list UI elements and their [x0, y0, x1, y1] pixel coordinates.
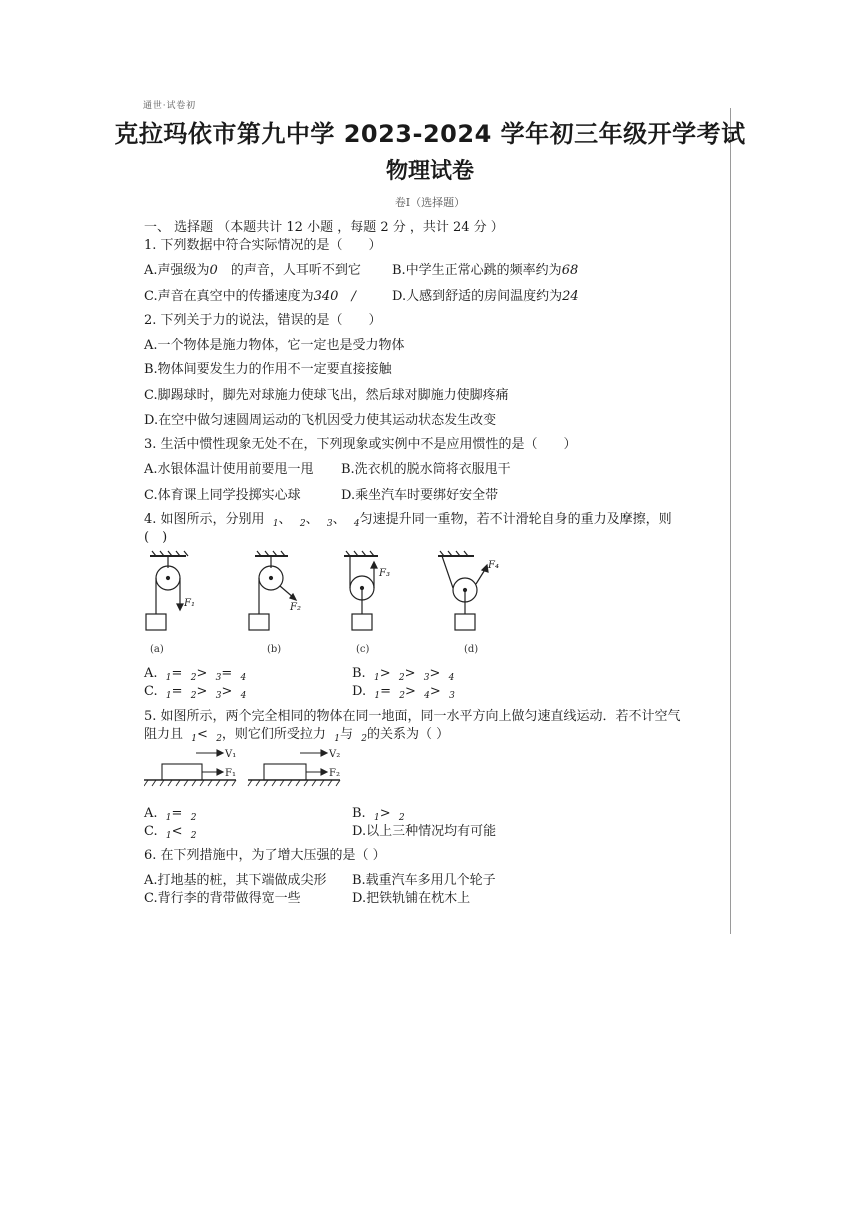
pulley-b-diagram: [249, 551, 296, 630]
force-label-1: F₁: [225, 768, 236, 779]
velocity-label-2: V₂: [329, 749, 341, 760]
top-mark: 通 世 · 试 卷 初: [143, 101, 195, 111]
q3-option-a: A.水银体温计使用前要甩一甩: [144, 462, 314, 477]
q4-option-c: C. $_1$= $_2$> $_3$> $_4$: [144, 684, 247, 701]
q2-option-b: B.物体间要发生力的作用不一定要直接接触: [144, 362, 392, 377]
force-label-2: F₂: [329, 768, 340, 779]
pulley-a-diagram: [146, 551, 188, 630]
q4-option-a: A. $_1$= $_2$> $_3$= $_4$: [144, 666, 247, 683]
q5-option-c: C. $_1$< $_2$: [144, 824, 197, 841]
q1-option-d: D.人感到舒适的房间温度约为24: [392, 289, 579, 304]
q6-option-c: C.背行李的背带做得宽一些: [144, 891, 301, 906]
q2-stem: 2. 下列关于力的说法，错误的是（ ）: [144, 313, 382, 328]
force-label-a: F₁: [184, 598, 195, 609]
caption-c: (c): [356, 644, 370, 655]
q3-option-b: B.洗衣机的脱水筒将衣服甩干: [341, 462, 511, 477]
velocity-label-1: V₁: [225, 749, 237, 760]
q2-option-a: A.一个物体是施力物体，它一定也是受力物体: [144, 338, 405, 353]
q6-option-a: A.打地基的桩，其下端做成尖形: [144, 873, 327, 888]
q1-stem: 1. 下列数据中符合实际情况的是（ ）: [144, 238, 382, 253]
q4-option-d: D. $_1$= $_2$> $_4$> $_3$: [352, 684, 455, 701]
q6-option-b: B.载重汽车多用几个轮子: [352, 873, 496, 888]
q5-option-a: A. $_1$= $_2$: [144, 806, 197, 823]
q2-option-d: D.在空中做匀速圆周运动的飞机因受力使其运动状态发生改变: [144, 413, 497, 428]
caption-d: (d): [464, 644, 479, 655]
q1-option-b: B.中学生正常心跳的频率约为68: [392, 263, 579, 278]
caption-a: (a): [150, 644, 164, 655]
force-label-b: F₂: [290, 602, 301, 613]
q5-option-b: B. $_1$> $_2$: [352, 806, 405, 823]
q5-stem-line1: 5. 如图所示，两个完全相同的物体在同一地面，同一水平方向上做匀速直线运动．若不计空气: [144, 709, 681, 724]
q3-option-c: C.体育课上同学投掷实心球: [144, 488, 301, 503]
q1-option-a: A.声强级为0 的声音，人耳听不到它: [144, 263, 361, 278]
volume-label: 卷Ⅰ（选择题）: [394, 196, 466, 209]
pulley-c-diagram: [344, 551, 378, 630]
exam-title: 克拉玛依市第九中学 2023-2024 学年初三年级开学考试: [114, 120, 746, 148]
q2-option-c: C.脚踢球时，脚先对球施力使球飞出，然后球对脚施力使脚疼痛: [144, 388, 509, 403]
margin-line: [730, 108, 731, 934]
pulley-d-diagram: [438, 551, 488, 630]
force-label-c: F₃: [379, 568, 390, 579]
q5-option-d: D.以上三种情况均有可能: [352, 824, 497, 839]
q4-option-b: B. $_1$> $_2$> $_3$> $_4$: [352, 666, 455, 683]
q6-option-d: D.把铁轨铺在枕木上: [352, 891, 471, 906]
q4-answer-blank: ( ): [144, 530, 168, 545]
caption-b: (b): [267, 644, 282, 655]
q5-stem-line2: 阻力且 $_1$< $_2$，则它们所受拉力 $_1$与 $_2$的关系为（ ）: [144, 727, 450, 744]
q1-option-c: C.声音在真空中的传播速度为340 /: [144, 289, 356, 304]
q6-stem: 6. 在下列措施中，为了增大压强的是（ ）: [144, 848, 386, 863]
q3-option-d: D.乘坐汽车时要绑好安全带: [341, 488, 499, 503]
section-heading: 一、 选择题 （本题共计 12 小题 ，每题 2 分 ，共计 24 分 ）: [144, 220, 504, 235]
q3-stem: 3. 生活中惯性现象无处不在，下列现象或实例中不是应用惯性的是（ ）: [144, 437, 577, 452]
exam-subtitle: 物理试卷: [385, 159, 474, 184]
motion-figure: [144, 744, 364, 794]
pulley-figures: [130, 548, 510, 658]
q4-stem: 4. 如图所示，分别用 $_1$、 $_2$、 $_3$、 $_4$匀速提升同一重物，若不计滑轮自身的重力及摩擦，则: [144, 512, 672, 529]
force-label-d: F₄: [488, 560, 499, 571]
